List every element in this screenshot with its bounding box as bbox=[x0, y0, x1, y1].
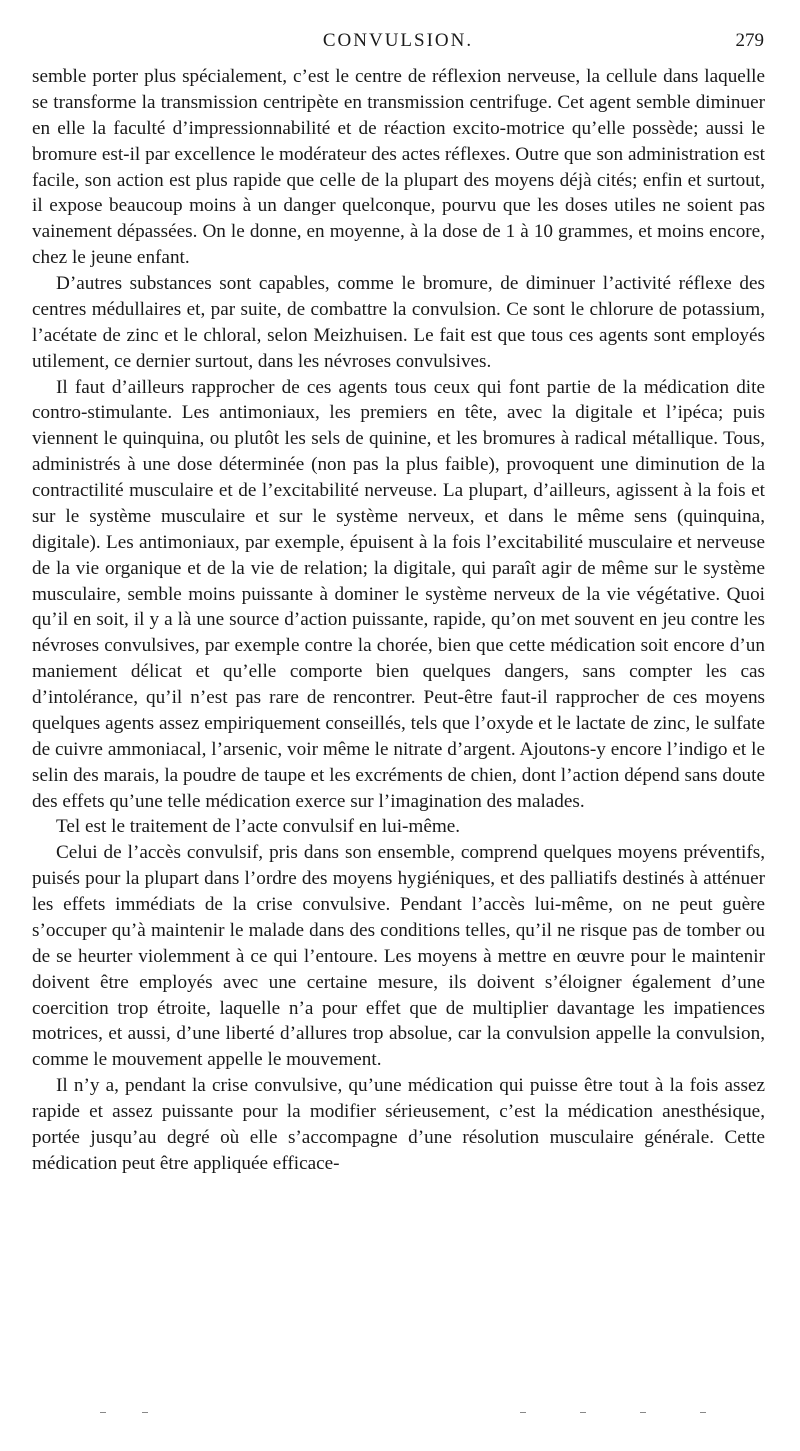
paragraph-acces-convulsif: Celui de l’accès convulsif, pris dans son ensemble, comprend quelques moyens préventifs, puisés pour la plupart dans l’ordre des moyens hygiéniques, et des palliatifs destinés à atténuer les effets immédiats de la crise convulsive. Pendant l’accès lui-même, on ne peut guère s’occuper qu’à maintenir le malade dans des conditions telles, qu’il ne risque pas de tomber ou de se heurter violemment à ce qui l’entoure. Les moyens à mettre en œuvre pour le maintenir doivent être employés avec une certaine mesure, ils doivent s’éloigner également d’une coercition trop étroite, laquelle n’a pour effet que de multiplier davantage les impatiences motrices, et aussi, d’une liberté d’allures trop absolue, car la convulsion appelle la convulsion, comme le mouvement appelle le mouvement. bbox=[32, 842, 765, 1071]
page-number: 279 bbox=[735, 30, 764, 51]
paragraph-contro-stimulante: Il faut d’ailleurs rapprocher de ces agents tous ceux qui font partie de la médication dite contro-stimulante. Les antimoniaux, les premiers en tête, avec la digitale et l’ipéca; puis viennent le quinquina, ou plutôt les sels de quinine, et les bromures à radical métallique. Tous, administrés à une dose déterminée (non pas la plus faible), provoquent une diminution de la contractilité musculaire et de l’excitabilité nerveuse. La plupart, d’ailleurs, agissent à la fois et sur le système musculaire et sur le système nerveux, et dans le même sens (quinquina, digitale). Les antimoniaux, par exemple, épuisent à la fois l’excitabilité musculaire et nerveuse de la vie organique et de la vie de relation; la digitale, qui paraît agir de même sur le système musculaire, semble moins puissante à dominer le système nerveux de la vie végétative. Quoi qu’il en soit, il y a là une source d’action puissante, rapide, qu’on met souvent en jeu contre les névroses convulsives, par exemple contre la chorée, bien que cette médication soit encore d’un maniement délicat et qu’elle comporte bien quelques dangers, sans compter les cas d’intolérance, qu’il n’est pas rare de rencontrer. Peut-être faut-il rapprocher de ces moyens quelques agents assez empiriquement conseillés, tels que l’oxyde et le lactate de zinc, le sulfate de cuivre ammoniacal, l’arsenic, voir même le nitrate d’argent. Ajoutons-y encore l’indigo et le selin des marais, la poudre de taupe et les excréments de chien, dont l’action dépend sans doute des effets qu’une telle médication exerce sur l’imagination des malades. bbox=[32, 376, 765, 812]
scan-bottom-marks bbox=[100, 1410, 720, 1416]
paragraph-substances: D’autres substances sont capables, comme le bromure, de diminuer l’activité réflexe des centres médullaires et, par suite, de combattre la convulsion. Ce sont le chlorure de potassium, l’acétate de zinc et le chloral, selon Meizhuisen. Le fait est que tous ces agents sont employés utilement, ce dernier surtout, dans les névroses convulsives. bbox=[32, 273, 765, 372]
running-head bbox=[32, 30, 764, 60]
paragraph-traitement: Tel est le traitement de l’acte convulsif en lui-même. bbox=[56, 816, 461, 838]
body-text bbox=[32, 64, 765, 1177]
paragraph-continuation: semble porter plus spécialement, c’est le centre de réflexion nerveuse, la cellule dans laquelle se transforme la transmission centripète en transmission centrifuge. Cet agent semble diminuer en elle la faculté d’impressionnabilité et de réaction excito-motrice qu’elle possède; aussi le bromure est-il par excellence le modérateur des actes réflexes. Outre que son administration est facile, son action est plus rapide que celle de la plupart des moyens déjà cités; enfin et surtout, il expose beaucoup moins à un danger quelconque, pourvu que les doses utiles ne soient pas vainement dépassées. On le donne, en moyenne, à la dose de 1 à 10 grammes, et moins encore, chez le jeune enfant. bbox=[32, 66, 765, 269]
paragraph-crise-convulsive: Il n’y a, pendant la crise convulsive, qu’une médication qui puisse être tout à la fois assez rapide et assez puissante pour la modifier sérieusement, c’est la médication anesthésique, portée jusqu’au degré où elle s’accompagne d’une résolution musculaire générale. Cette médication peut être appliquée efficace- bbox=[32, 1075, 765, 1174]
running-title: CONVULSION. bbox=[322, 30, 474, 51]
